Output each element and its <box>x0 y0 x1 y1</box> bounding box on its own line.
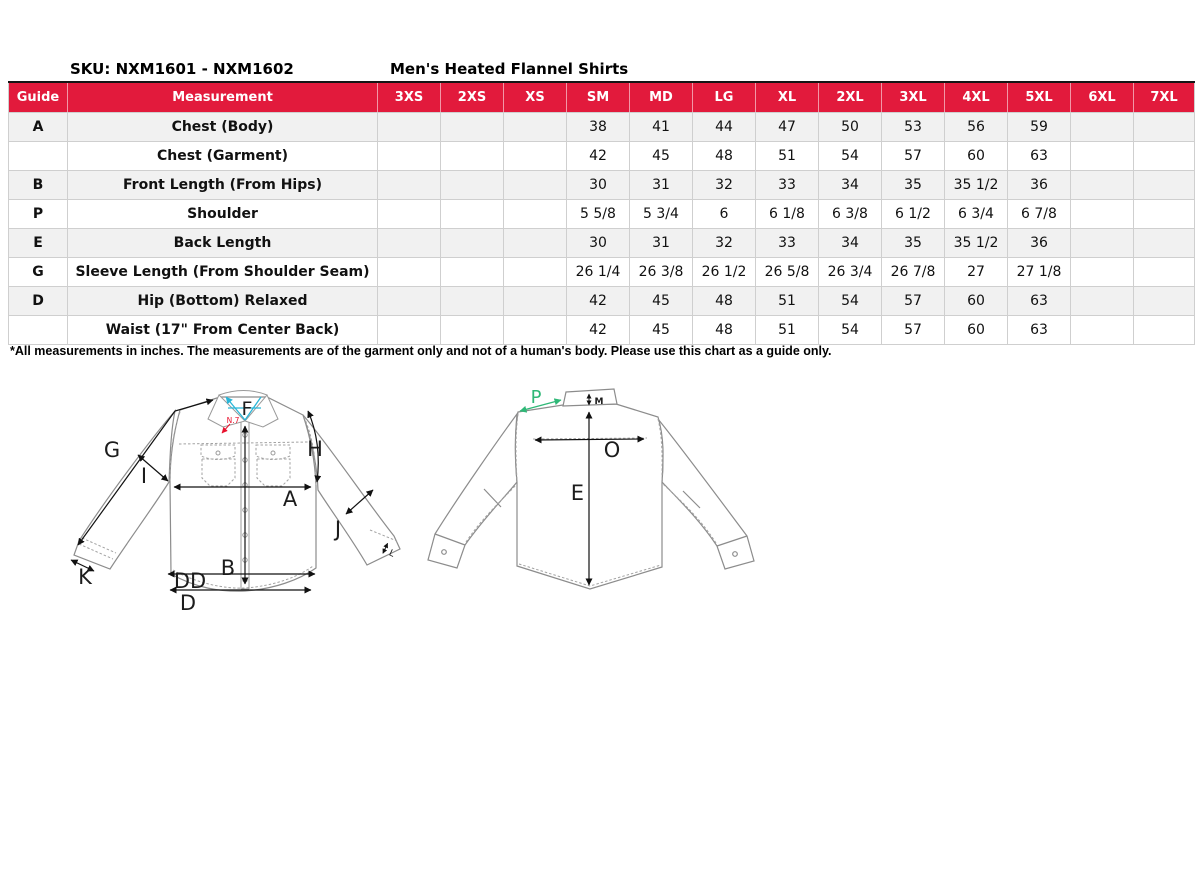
value-cell <box>504 200 567 229</box>
label-front-a: A <box>282 487 298 511</box>
shirt-back-artwork <box>428 389 754 589</box>
value-cell: 26 5/8 <box>756 258 819 287</box>
measurement-cell: Back Length <box>68 229 378 258</box>
value-cell: 42 <box>567 142 630 171</box>
value-cell: 53 <box>882 113 945 142</box>
table-row <box>9 258 1195 287</box>
value-cell <box>1134 258 1195 287</box>
label-front-f: F <box>241 398 253 420</box>
value-cell: 27 1/8 <box>1008 258 1071 287</box>
value-cell <box>504 113 567 142</box>
measurement-cell: Chest (Body) <box>68 113 378 142</box>
measurement-cell: Front Length (From Hips) <box>68 171 378 200</box>
value-cell: 63 <box>1008 316 1071 345</box>
value-cell <box>441 200 504 229</box>
column-header: SM <box>567 82 630 113</box>
value-cell: 33 <box>756 171 819 200</box>
value-cell <box>1134 113 1195 142</box>
value-cell <box>504 287 567 316</box>
label-front-n7: N.7 <box>226 416 240 425</box>
guide-cell <box>9 142 68 171</box>
value-cell <box>504 258 567 287</box>
value-cell: 6 <box>693 200 756 229</box>
guide-cell: G <box>9 258 68 287</box>
table-row <box>9 316 1195 345</box>
value-cell <box>441 316 504 345</box>
value-cell: 48 <box>693 142 756 171</box>
value-cell: 6 7/8 <box>1008 200 1071 229</box>
table-row <box>9 171 1195 200</box>
value-cell: 60 <box>945 316 1008 345</box>
value-cell: 33 <box>756 229 819 258</box>
value-cell <box>378 171 441 200</box>
label-front-i: I <box>140 464 148 488</box>
column-header: MD <box>630 82 693 113</box>
value-cell: 32 <box>693 171 756 200</box>
value-cell <box>441 171 504 200</box>
value-cell: 45 <box>630 316 693 345</box>
value-cell <box>378 200 441 229</box>
value-cell: 6 1/8 <box>756 200 819 229</box>
guide-cell: E <box>9 229 68 258</box>
table-header <box>9 82 1195 113</box>
value-cell: 6 1/2 <box>882 200 945 229</box>
column-header: Guide <box>9 82 68 113</box>
value-cell: 50 <box>819 113 882 142</box>
value-cell: 57 <box>882 142 945 171</box>
column-header: 3XS <box>378 82 441 113</box>
back-left-sleeve <box>428 414 517 568</box>
value-cell: 6 3/8 <box>819 200 882 229</box>
value-cell: 26 1/4 <box>567 258 630 287</box>
label-front-k: K <box>78 565 92 589</box>
value-cell: 56 <box>945 113 1008 142</box>
value-cell: 35 1/2 <box>945 171 1008 200</box>
guide-cell: A <box>9 113 68 142</box>
label-back-e: E <box>570 481 584 505</box>
value-cell: 48 <box>693 316 756 345</box>
header-row <box>9 82 1195 113</box>
value-cell: 27 <box>945 258 1008 287</box>
label-front-d: D <box>179 591 197 615</box>
value-cell: 35 <box>882 229 945 258</box>
value-cell: 57 <box>882 316 945 345</box>
value-cell <box>1134 171 1195 200</box>
value-cell: 63 <box>1008 142 1071 171</box>
value-cell: 31 <box>630 171 693 200</box>
value-cell: 31 <box>630 229 693 258</box>
value-cell: 44 <box>693 113 756 142</box>
value-cell <box>1071 142 1134 171</box>
value-cell: 54 <box>819 287 882 316</box>
size-chart-table <box>8 81 1195 345</box>
value-cell <box>441 287 504 316</box>
label-front-b: B <box>220 556 236 580</box>
value-cell <box>504 316 567 345</box>
shirt-back-diagram <box>420 378 780 628</box>
value-cell <box>441 113 504 142</box>
column-header: XS <box>504 82 567 113</box>
value-cell: 57 <box>882 287 945 316</box>
value-cell: 51 <box>756 287 819 316</box>
label-front-dd: DD <box>173 569 207 593</box>
shirt-front-artwork <box>74 397 400 591</box>
value-cell <box>1071 316 1134 345</box>
value-cell <box>1071 171 1134 200</box>
value-cell: 60 <box>945 142 1008 171</box>
value-cell: 38 <box>567 113 630 142</box>
value-cell: 32 <box>693 229 756 258</box>
value-cell: 26 1/2 <box>693 258 756 287</box>
value-cell <box>1071 200 1134 229</box>
value-cell <box>441 258 504 287</box>
guide-cell <box>9 316 68 345</box>
value-cell: 5 3/4 <box>630 200 693 229</box>
label-front-j: J <box>334 517 342 541</box>
value-cell: 26 7/8 <box>882 258 945 287</box>
measurement-cell: Shoulder <box>68 200 378 229</box>
value-cell <box>504 229 567 258</box>
table-row <box>9 142 1195 171</box>
value-cell: 35 1/2 <box>945 229 1008 258</box>
value-cell <box>504 171 567 200</box>
column-header: LG <box>693 82 756 113</box>
value-cell: 42 <box>567 316 630 345</box>
value-cell <box>378 258 441 287</box>
value-cell: 6 3/4 <box>945 200 1008 229</box>
measurement-cell: Sleeve Length (From Shoulder Seam) <box>68 258 378 287</box>
column-header: 3XL <box>882 82 945 113</box>
value-cell <box>378 316 441 345</box>
value-cell: 42 <box>567 287 630 316</box>
value-cell: 63 <box>1008 287 1071 316</box>
value-cell <box>1134 316 1195 345</box>
table-row <box>9 200 1195 229</box>
label-back-p: P <box>530 387 542 408</box>
column-header: 2XS <box>441 82 504 113</box>
column-header: 2XL <box>819 82 882 113</box>
footnote: *All measurements in inches. The measurements are of the garment only and not of a human's body. Please use this chart as a guide only. <box>10 344 832 358</box>
back-collar-stand <box>563 389 617 406</box>
value-cell <box>441 229 504 258</box>
value-cell <box>1134 287 1195 316</box>
table-row <box>9 287 1195 316</box>
product-title: Men's Heated Flannel Shirts <box>390 60 629 78</box>
label-front-h: H <box>307 437 323 461</box>
column-header: 6XL <box>1071 82 1134 113</box>
column-header: Measurement <box>68 82 378 113</box>
value-cell: 60 <box>945 287 1008 316</box>
value-cell <box>1134 200 1195 229</box>
value-cell: 34 <box>819 229 882 258</box>
value-cell <box>504 142 567 171</box>
sku-title: SKU: NXM1601 - NXM1602 <box>70 60 294 78</box>
measurement-cell: Waist (17" From Center Back) <box>68 316 378 345</box>
value-cell <box>1071 287 1134 316</box>
shirt-front-diagram <box>58 378 418 628</box>
guide-cell: P <box>9 200 68 229</box>
front-left-sleeve <box>74 411 175 569</box>
value-cell: 30 <box>567 229 630 258</box>
value-cell: 36 <box>1008 229 1071 258</box>
value-cell: 30 <box>567 171 630 200</box>
value-cell <box>378 229 441 258</box>
label-front-l: L <box>387 548 396 560</box>
value-cell: 48 <box>693 287 756 316</box>
column-header: 5XL <box>1008 82 1071 113</box>
label-back-m: M <box>594 397 604 407</box>
value-cell <box>378 113 441 142</box>
label-front-g: G <box>103 438 121 462</box>
value-cell: 34 <box>819 171 882 200</box>
column-header: 7XL <box>1134 82 1195 113</box>
value-cell: 45 <box>630 142 693 171</box>
value-cell: 36 <box>1008 171 1071 200</box>
column-header: 4XL <box>945 82 1008 113</box>
value-cell <box>1071 258 1134 287</box>
table-body <box>9 113 1195 345</box>
value-cell: 51 <box>756 316 819 345</box>
value-cell <box>1134 229 1195 258</box>
label-back-o: O <box>603 438 621 462</box>
table-row <box>9 113 1195 142</box>
measurement-cell: Hip (Bottom) Relaxed <box>68 287 378 316</box>
value-cell: 45 <box>630 287 693 316</box>
value-cell <box>441 142 504 171</box>
value-cell: 35 <box>882 171 945 200</box>
table-row <box>9 229 1195 258</box>
value-cell: 26 3/4 <box>819 258 882 287</box>
guide-cell: B <box>9 171 68 200</box>
back-right-sleeve <box>658 419 754 569</box>
guide-cell: D <box>9 287 68 316</box>
value-cell: 26 3/8 <box>630 258 693 287</box>
column-header: XL <box>756 82 819 113</box>
value-cell: 41 <box>630 113 693 142</box>
value-cell <box>378 142 441 171</box>
value-cell: 54 <box>819 142 882 171</box>
value-cell: 54 <box>819 316 882 345</box>
value-cell: 47 <box>756 113 819 142</box>
value-cell <box>1071 229 1134 258</box>
measurement-cell: Chest (Garment) <box>68 142 378 171</box>
value-cell: 5 5/8 <box>567 200 630 229</box>
value-cell <box>1071 113 1134 142</box>
value-cell: 51 <box>756 142 819 171</box>
value-cell: 59 <box>1008 113 1071 142</box>
value-cell <box>1134 142 1195 171</box>
value-cell <box>378 287 441 316</box>
